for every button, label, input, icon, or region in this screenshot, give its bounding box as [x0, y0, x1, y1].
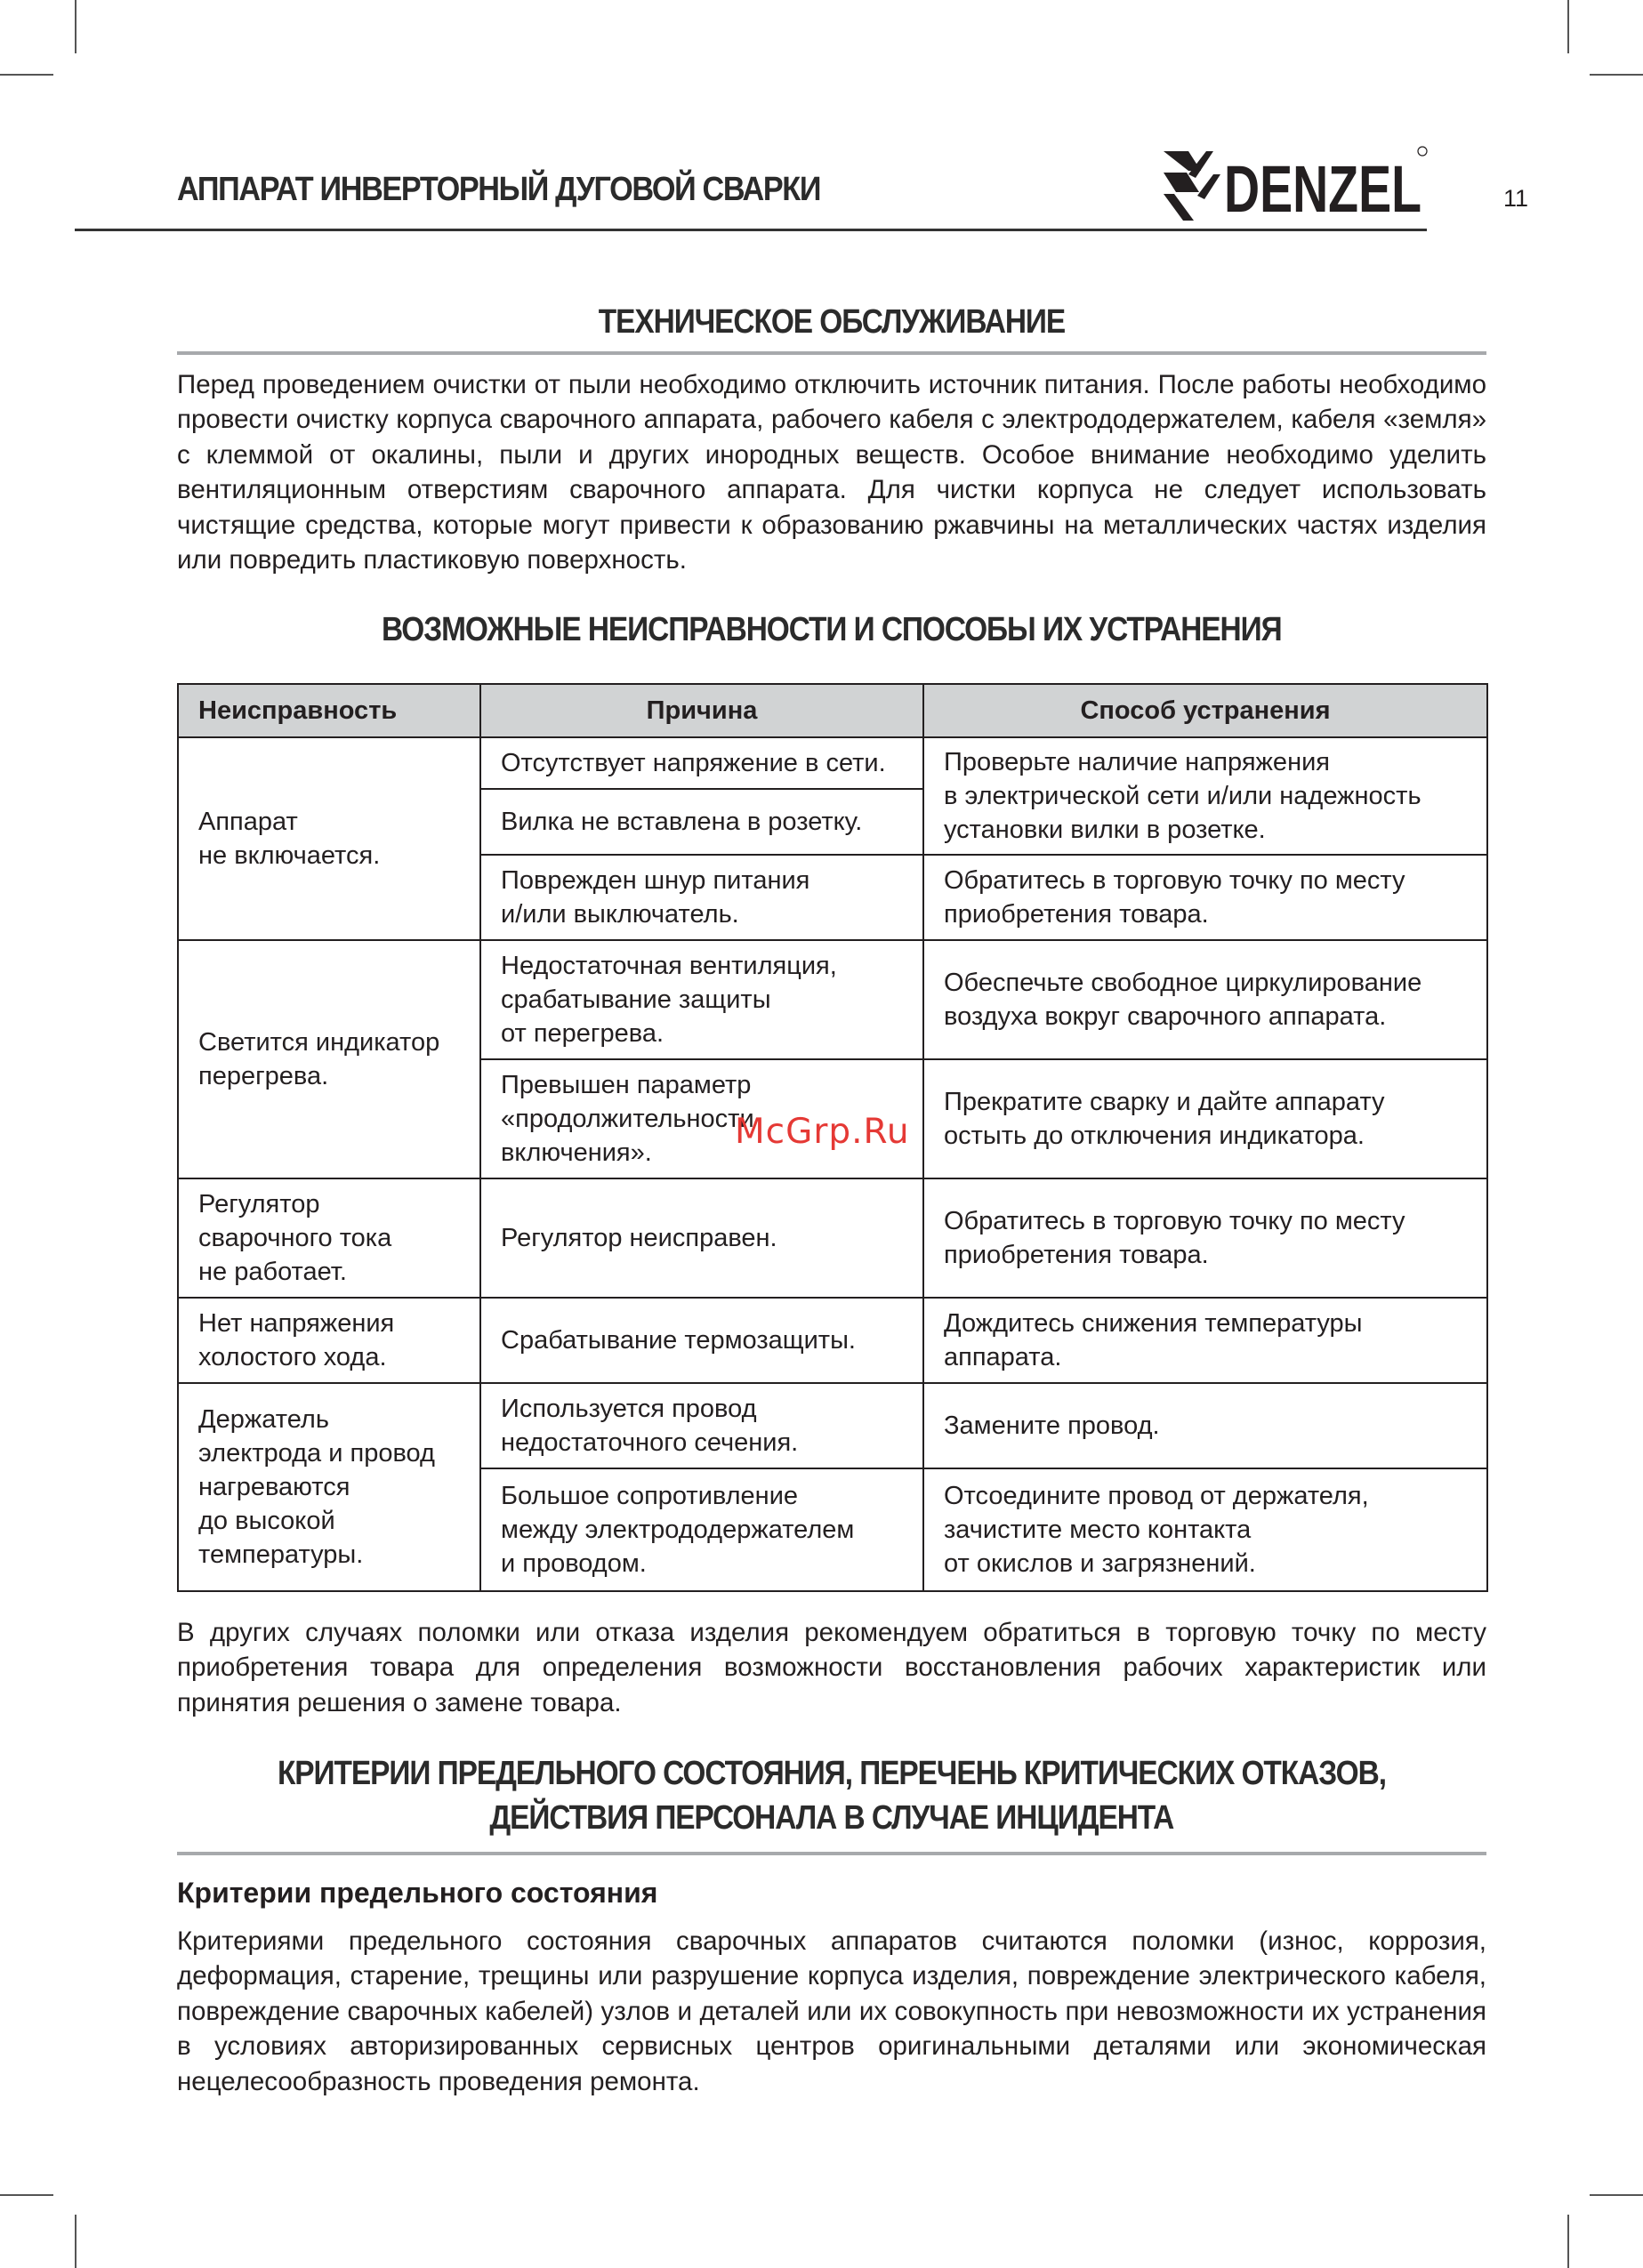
cause-cell: Поврежден шнур питания и/или выключатель. — [480, 855, 923, 940]
cause-cell: Недостаточная вентиляция, срабатывание защиты от перегрева. — [480, 940, 923, 1059]
fix-cell: Замените провод. — [923, 1383, 1487, 1468]
watermark: McGrp.Ru — [735, 1112, 910, 1152]
crop-mark — [1590, 2194, 1643, 2196]
section-divider — [177, 1852, 1486, 1855]
fault-cell: Держатель электрода и провод нагреваются до высокой температуры. — [178, 1383, 480, 1591]
faults-heading: ВОЗМОЖНЫЕ НЕИСПРАВНОСТИ И СПОСОБЫ ИХ УСТРАНЕНИЯ — [382, 611, 1282, 648]
cause-cell: Превышен параметр «продолжительности включения». — [480, 1059, 923, 1178]
faults-note-paragraph: В других случаях поломки или отказа изделия рекомендуем обратиться в торговую точку по месту приобретения товара для определения возможности восстановления рабочих характеристик или принятия решения о замене товара. — [177, 1618, 1486, 1717]
crop-mark — [0, 2194, 53, 2196]
criteria-paragraph: Критериями предельного состояния сварочных аппаратов считаются поломки (износ, коррозия, деформация, старение, трещины или разрушение корпуса изделия, повреждение электрического кабеля, повреждение сварочных кабелей) узлов и деталей или их совокупность при невозможности их устранения в условиях авторизированных сервисных центров оригинальными деталями или экономическая нецелесообразность проведения ремонта. — [177, 1926, 1486, 2096]
criteria-heading-line2: ДЕЙСТВИЯ ПЕРСОНАЛА В СЛУЧАЕ ИНЦИДЕНТА — [489, 1799, 1174, 1837]
fix-cell: Отсоедините провод от держателя, зачистите место контакта от окислов и загрязнений. — [923, 1468, 1487, 1591]
crop-mark — [1567, 0, 1569, 53]
fault-cell: Регулятор сварочного тока не работает. — [178, 1178, 480, 1298]
document-title: АППАРАТ ИНВЕРТОРНЫЙ ДУГОВОЙ СВАРКИ — [177, 171, 821, 208]
cause-cell: Большое сопротивление между электрододержателем и проводом. — [480, 1468, 923, 1591]
maintenance-heading: ТЕХНИЧЕСКОЕ ОБСЛУЖИВАНИЕ — [598, 303, 1066, 341]
brand-text: DENZEL — [1224, 152, 1422, 226]
cause-cell: Срабатывание термозащиты. — [480, 1298, 923, 1383]
header-rule — [75, 229, 1427, 231]
fault-cell: Нет напряжения холостого хода. — [178, 1298, 480, 1383]
maintenance-paragraph: Перед проведением очистки от пыли необходимо отключить источник питания. После работы необходимо провести очистку корпуса сварочного аппарата, рабочего кабеля с электрододержателем, кабеля «земля» с клеммой от окалины, пыли и других инородных веществ. Особое внимание необходимо уделить вентиляционным отверстиям сварочного аппарата. Для чистки корпуса не следует использовать чистящие средства, которые могут привести к образованию ржавчины на металлических частях изделия или повредить пластиковую поверхность. — [177, 370, 1486, 575]
column-header-cause: Причина — [480, 684, 923, 737]
denzel-logo — [1162, 142, 1429, 224]
crop-mark — [0, 74, 53, 76]
cause-cell: Вилка не вставлена в розетку. — [480, 789, 923, 855]
fix-cell: Обратитесь в торговую точку по месту приобретения товара. — [923, 855, 1487, 940]
cause-cell: Регулятор неисправен. — [480, 1178, 923, 1298]
cause-cell: Отсутствует напряжение в сети. — [480, 737, 923, 789]
fault-cell: Светится индикатор перегрева. — [178, 940, 480, 1178]
crop-mark — [75, 2215, 77, 2268]
table-row — [178, 737, 1487, 789]
table-header-row — [178, 684, 1487, 737]
fix-cell: Дождитесь снижения температуры аппарата. — [923, 1298, 1487, 1383]
section-divider — [177, 351, 1486, 355]
criteria-subheading: Критерии предельного состояния — [177, 1877, 658, 1909]
table-row — [178, 940, 1487, 1059]
cause-cell: Используется провод недостаточного сечения. — [480, 1383, 923, 1468]
fix-cell: Обеспечьте свободное циркулирование воздуха вокруг сварочного аппарата. — [923, 940, 1487, 1059]
fault-cell: Аппарат не включается. — [178, 737, 480, 940]
column-header-fault: Неисправность — [178, 684, 480, 737]
crop-mark — [75, 0, 77, 53]
crop-mark — [1567, 2215, 1569, 2268]
criteria-heading-line1: КРИТЕРИИ ПРЕДЕЛЬНОГО СОСТОЯНИЯ, ПЕРЕЧЕНЬ КРИТИЧЕСКИХ ОТКАЗОВ, — [277, 1755, 1386, 1792]
table-row — [178, 1178, 1487, 1298]
table-row — [178, 1383, 1487, 1468]
column-header-fix: Способ устранения — [923, 684, 1487, 737]
fix-cell: Проверьте наличие напряжения в электрической сети и/или надежность установки вилки в розетке. — [923, 737, 1487, 855]
table-row — [178, 1298, 1487, 1383]
fix-cell: Обратитесь в торговую точку по месту приобретения товара. — [923, 1178, 1487, 1298]
fix-cell: Прекратите сварку и дайте аппарату остыть до отключения индикатора. — [923, 1059, 1487, 1178]
crop-mark — [1590, 74, 1643, 76]
page-number: 11 — [1503, 185, 1529, 212]
